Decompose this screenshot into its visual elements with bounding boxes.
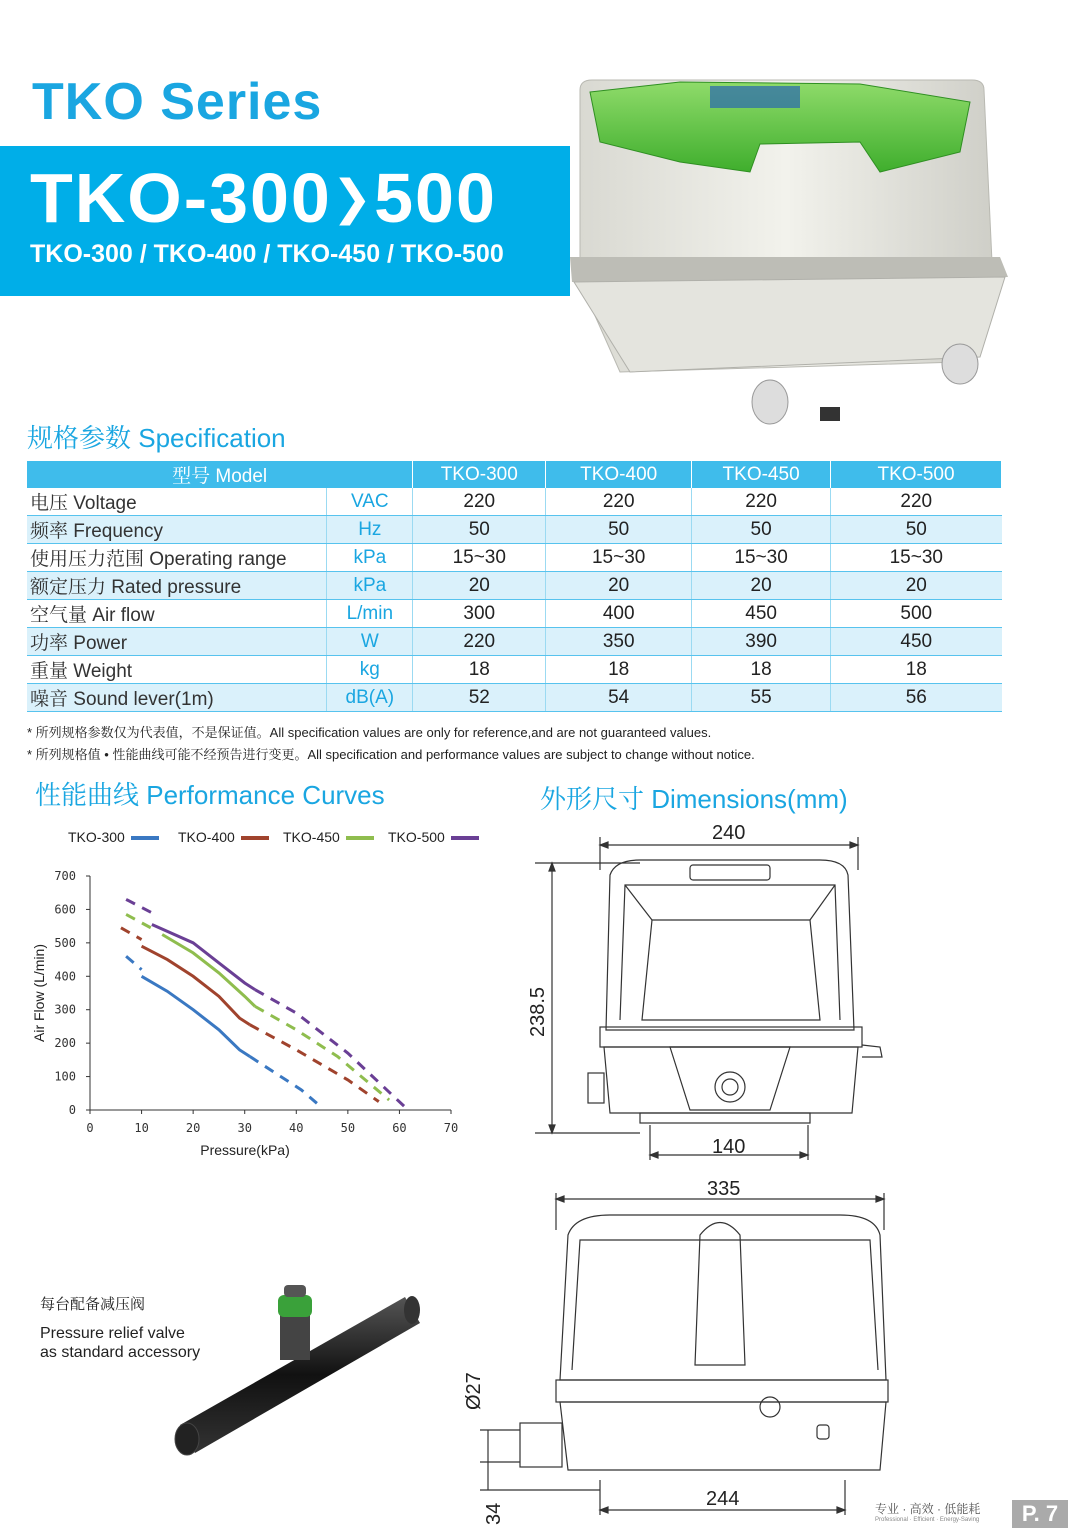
port-height-label: 34 xyxy=(483,1502,505,1525)
spec-row-label: 频率 Frequency xyxy=(27,516,327,544)
y-tick-label: 100 xyxy=(54,1069,76,1084)
y-tick-label: 300 xyxy=(54,1002,76,1017)
spec-section-title: 规格参数 Specification xyxy=(27,423,286,453)
side-view-drawing xyxy=(460,1175,900,1535)
spec-row-unit: W xyxy=(327,628,413,656)
range-arrow-icon: ❯ xyxy=(331,172,375,225)
front-base-label: 140 xyxy=(712,1136,746,1158)
spec-row xyxy=(27,656,1002,684)
legend-swatch xyxy=(131,836,159,840)
series-1-low-dashed xyxy=(121,928,142,940)
side-width-label: 335 xyxy=(707,1178,741,1200)
x-tick-label: 0 xyxy=(86,1121,94,1135)
spec-row-unit: kg xyxy=(327,656,413,684)
spec-row xyxy=(27,572,1002,600)
spec-row-value: 15~30 xyxy=(831,544,1002,572)
x-tick-label: 30 xyxy=(237,1121,252,1135)
spec-row-label: 功率 Power xyxy=(27,628,327,656)
spec-row-unit: L/min xyxy=(327,600,413,628)
spec-row-value: 450 xyxy=(692,600,831,628)
legend-swatch xyxy=(241,836,269,840)
spec-row-value: 20 xyxy=(546,572,692,600)
hero-model-list: TKO-300 / TKO-400 / TKO-450 / TKO-500 xyxy=(30,240,504,268)
spec-row xyxy=(27,544,1002,572)
series-title: TKO Series xyxy=(32,73,323,131)
model-header: 型号 Model xyxy=(27,461,413,488)
spec-row-label: 空气量 Air flow xyxy=(27,600,327,628)
series-3-low-dashed xyxy=(126,899,152,912)
x-axis-label: Pressure(kPa) xyxy=(200,1142,290,1158)
legend-label: TKO-300 xyxy=(68,829,125,845)
spec-row-value: 50 xyxy=(413,516,546,544)
spec-row-value: 18 xyxy=(413,656,546,684)
model-col-header: TKO-400 xyxy=(546,461,692,488)
front-view-drawing xyxy=(520,815,900,1175)
spec-row-value: 15~30 xyxy=(413,544,546,572)
series-2-low-dashed xyxy=(126,914,157,931)
y-tick-label: 700 xyxy=(54,869,76,883)
hero-model-range xyxy=(30,158,497,238)
series-3-line xyxy=(152,924,255,989)
model-col-header: TKO-300 xyxy=(413,461,546,488)
spec-row xyxy=(27,684,1002,712)
side-base-label: 244 xyxy=(706,1488,740,1510)
series-2-high-dashed xyxy=(255,1006,389,1100)
spec-row-value: 400 xyxy=(546,600,692,628)
spec-row-value: 18 xyxy=(692,656,831,684)
spec-row-value: 220 xyxy=(413,488,546,516)
relief-valve-image xyxy=(170,1275,430,1465)
spec-row-value: 350 xyxy=(546,628,692,656)
series-0-high-dashed xyxy=(250,1057,317,1104)
legend-label: TKO-500 xyxy=(388,829,445,845)
spec-row-value: 50 xyxy=(831,516,1002,544)
spec-row-value: 500 xyxy=(831,600,1002,628)
spec-row-value: 390 xyxy=(692,628,831,656)
spec-table xyxy=(27,461,1002,712)
spec-row-value: 20 xyxy=(831,572,1002,600)
spec-row-value: 15~30 xyxy=(692,544,831,572)
spec-row xyxy=(27,488,1002,516)
spec-row-value: 300 xyxy=(413,600,546,628)
spec-row xyxy=(27,516,1002,544)
x-tick-label: 70 xyxy=(443,1121,459,1135)
x-tick-label: 20 xyxy=(185,1121,201,1135)
model-col-header: TKO-500 xyxy=(831,461,1002,488)
legend-item xyxy=(283,829,374,847)
spec-row-label: 额定压力 Rated pressure xyxy=(27,572,327,600)
spec-note-1: * 所列规格参数仅为代表值，不是保证值。All specification values are only for reference,and are not guaranteed values. xyxy=(27,725,712,740)
front-width-label: 240 xyxy=(712,822,746,844)
spec-row-value: 450 xyxy=(831,628,1002,656)
spec-row-value: 220 xyxy=(831,488,1002,516)
x-tick-label: 10 xyxy=(134,1121,149,1135)
y-tick-label: 400 xyxy=(54,969,76,984)
legend-label: TKO-400 xyxy=(178,829,235,845)
front-height-label: 238.5 xyxy=(527,986,549,1037)
series-0-line xyxy=(142,976,250,1056)
spec-row-value: 18 xyxy=(546,656,692,684)
model-col-header: TKO-450 xyxy=(692,461,831,488)
product-image xyxy=(560,72,1020,432)
spec-row-value: 50 xyxy=(546,516,692,544)
legend-item xyxy=(178,829,269,847)
y-tick-label: 600 xyxy=(54,902,76,917)
x-tick-label: 50 xyxy=(340,1121,356,1135)
accessory-title-en-2: as standard accessory xyxy=(40,1344,201,1361)
hero-model-start: TKO-300 xyxy=(30,159,332,237)
spec-row-unit: dB(A) xyxy=(327,684,413,712)
legend-item xyxy=(68,829,159,847)
hero-model-end: 500 xyxy=(374,159,497,237)
spec-row-value: 50 xyxy=(692,516,831,544)
series-3-high-dashed xyxy=(255,990,405,1107)
spec-row-unit: VAC xyxy=(327,488,413,516)
spec-row xyxy=(27,628,1002,656)
spec-row xyxy=(27,600,1002,628)
spec-row-value: 220 xyxy=(546,488,692,516)
spec-row-value: 56 xyxy=(831,684,1002,712)
legend-label: TKO-450 xyxy=(283,829,340,845)
spec-row-value: 55 xyxy=(692,684,831,712)
accessory-title-cn: 每台配备减压阀 xyxy=(40,1296,146,1313)
page-number-badge: P. 7 xyxy=(1012,1500,1068,1528)
spec-row-value: 52 xyxy=(413,684,546,712)
spec-row-unit: kPa xyxy=(327,572,413,600)
performance-chart xyxy=(20,860,480,1170)
series-2-line xyxy=(162,935,255,1007)
accessory-title-en-1: Pressure relief valve xyxy=(40,1325,185,1342)
spec-row-label: 电压 Voltage xyxy=(27,488,327,516)
spec-row-value: 220 xyxy=(692,488,831,516)
spec-row-value: 15~30 xyxy=(546,544,692,572)
legend-item xyxy=(388,829,479,847)
series-0-low-dashed xyxy=(126,956,141,969)
x-tick-label: 60 xyxy=(392,1121,407,1135)
port-diameter-label: Ø27 xyxy=(463,1372,485,1410)
spec-note-2: * 所列规格值 • 性能曲线可能不经预告进行变更。All specification and performance values are subject to change without notice. xyxy=(27,747,755,762)
spec-row-label: 噪音 Sound lever(1m) xyxy=(27,684,327,712)
spec-header-row xyxy=(27,461,1002,488)
spec-row-value: 220 xyxy=(413,628,546,656)
footer-slogan: 专业 · 高效 · 低能耗 xyxy=(875,1502,981,1516)
x-tick-label: 40 xyxy=(289,1121,304,1135)
y-tick-label: 200 xyxy=(54,1036,76,1051)
spec-row-value: 54 xyxy=(546,684,692,712)
y-tick-label: 0 xyxy=(68,1103,76,1117)
y-axis-label: Air Flow (L/min) xyxy=(31,943,47,1043)
spec-row-label: 重量 Weight xyxy=(27,656,327,684)
legend-swatch xyxy=(346,836,374,840)
spec-row-value: 20 xyxy=(413,572,546,600)
performance-section-title: 性能曲线 Performance Curves xyxy=(35,780,385,810)
y-tick-label: 500 xyxy=(54,935,76,950)
spec-row-unit: Hz xyxy=(327,516,413,544)
footer-slogan-en: Professional · Efficient · Energy-Saving xyxy=(875,1517,980,1523)
spec-row-label: 使用压力范围 Operating range xyxy=(27,544,327,572)
dimensions-section-title: 外形尺寸 Dimensions(mm) xyxy=(540,784,848,814)
spec-row-value: 20 xyxy=(692,572,831,600)
legend-swatch xyxy=(451,836,479,840)
spec-row-unit: kPa xyxy=(327,544,413,572)
spec-row-value: 18 xyxy=(831,656,1002,684)
